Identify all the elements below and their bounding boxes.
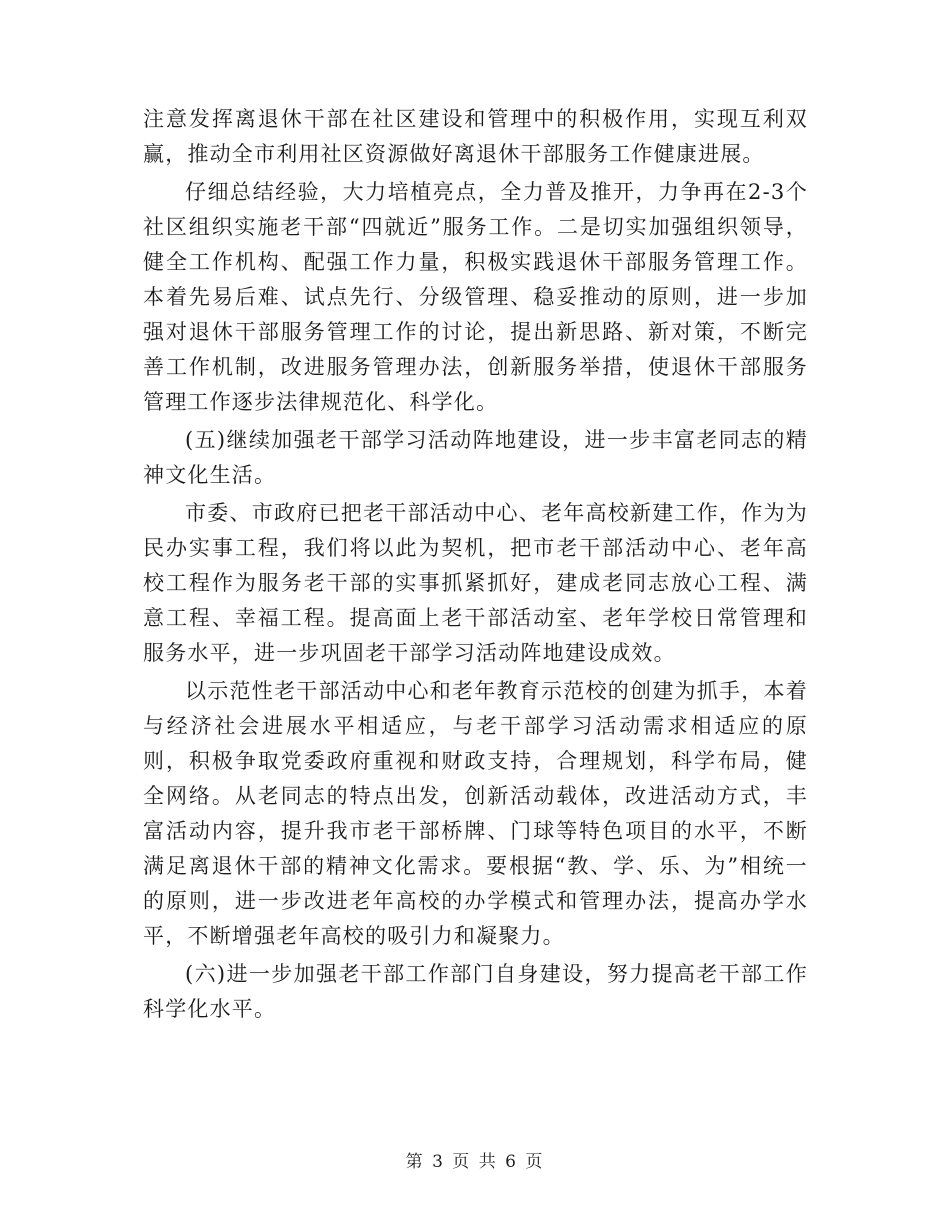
section-heading-five: (五)继续加强老干部学习活动阵地建设，进一步丰富老同志的精神文化生活。 bbox=[143, 428, 808, 487]
paragraph-summary-experience: 仔细总结经验，大力培植亮点，全力普及推开，力争再在2-3个社区组织实施老干部“四就近”服务工作。二是切实加强组织领导，健全工作机构、配强工作力量，积极实践退休干部服务管理工作。本着先易后难、试点先行、分级管理、稳妥推动的原则，进一步加强对退休干部服务管理工作的讨论，提出新思路、新对策，不断完善工作机制，改进服务管理办法，创新服务举措，使退休干部服务管理工作逐步法律规范化、科学化。 bbox=[143, 180, 808, 414]
document-body bbox=[143, 102, 808, 1027]
page-footer: 第 3 页 共 6 页 bbox=[405, 1152, 545, 1172]
paragraph-demonstration: 以示范性老干部活动中心和老年教育示范校的创建为抓手，本着与经济社会进展水平相适应，与老干部学习活动需求相适应的原则，积极争取党委政府重视和财政支持，合理规划，科学布局，健全网络。从老同志的特点出发，创新活动载体，改进活动方式，丰富活动内容，提升我市老干部桥牌、门球等特色项目的水平，不断满足离退休干部的精神文化需求。要根据“教、学、乐、为”相统一的原则，进一步改进老年高校的办学模式和管理办法，提高办学水平，不断增强老年高校的吸引力和凝聚力。 bbox=[143, 679, 808, 948]
paragraph-continued: 注意发挥离退休干部在社区建设和管理中的积极作用，实现互利双赢，推动全市利用社区资源做好离退休干部服务工作健康进展。 bbox=[143, 107, 808, 166]
paragraph-activity-center: 市委、市政府已把老干部活动中心、老年高校新建工作，作为为民办实事工程，我们将以此为契机，把市老干部活动中心、老年高校工程作为服务老干部的实事抓紧抓好，建成老同志放心工程、满意工程、幸福工程。提高面上老干部活动室、老年学校日常管理和服务水平，进一步巩固老干部学习活动阵地建设成效。 bbox=[143, 501, 808, 665]
section-heading-six: (六)进一步加强老干部工作部门自身建设，努力提高老干部工作科学化水平。 bbox=[143, 962, 808, 1021]
